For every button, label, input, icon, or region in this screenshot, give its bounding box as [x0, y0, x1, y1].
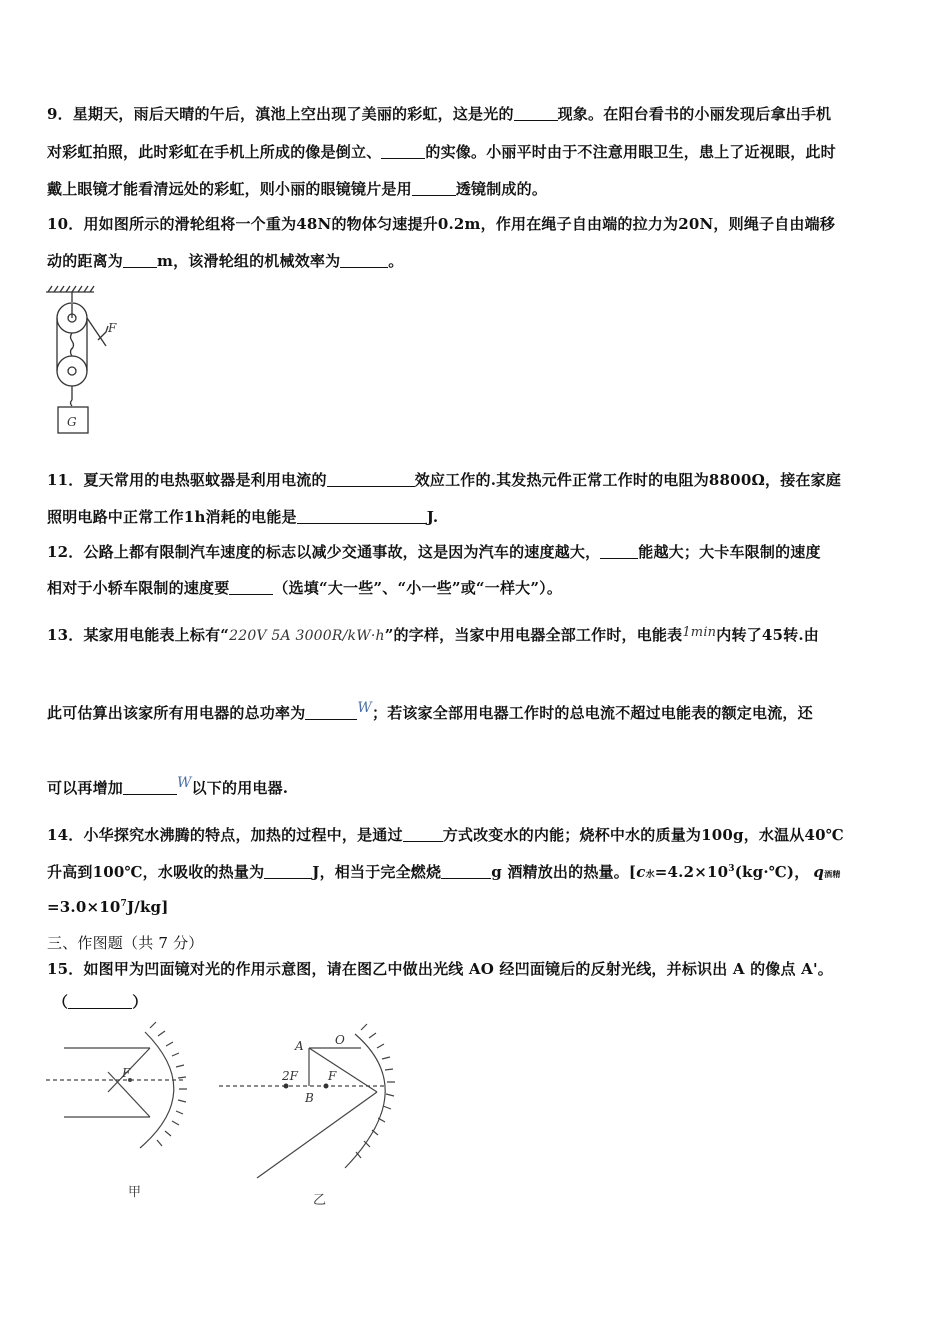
- q12-blank-2[interactable]: [229, 580, 273, 595]
- q14-text: 升高到100℃，水吸收的热量为: [47, 863, 265, 881]
- c-subscript: 水: [645, 870, 655, 880]
- q15-paren: ）: [132, 993, 148, 1011]
- q13-line-1: [47, 624, 819, 645]
- q14-text: 14．小华探究水沸腾的特点，加热的过程中，是通过: [47, 826, 403, 844]
- q10-line-1: [47, 213, 835, 234]
- q13-text: 此可估算出该家所有用电器的总功率为: [47, 704, 306, 722]
- concave-mirror: [140, 1032, 174, 1148]
- q9-text: 戴上眼镜才能看清远处的彩虹，则小丽的眼镜镜片是用: [47, 180, 412, 198]
- q11-line-2: [47, 506, 438, 527]
- q15-text: 15．如图甲为凹面镜对光的作用示意图，请在图乙中做出光线 AO 经凹面镜后的反射光线，并标识出 A 的像点 A'。: [47, 960, 833, 978]
- figure-yi: [215, 1020, 405, 1210]
- q13-quote: ”: [384, 626, 394, 644]
- figure-caption: 甲: [128, 1185, 142, 1200]
- point-2f: [284, 1084, 289, 1089]
- q11-text: 效应工作的.其发热元件正常工作时的电阻为8800Ω，接在家庭: [414, 471, 842, 489]
- q14-text: J/kg]: [126, 898, 169, 916]
- c-value: =4.2×10: [654, 863, 729, 881]
- q13-text: 的字样，当家中用电器全部工作时，电能表: [393, 626, 683, 644]
- q10-blank-2[interactable]: [340, 253, 388, 268]
- q13-text: 13．某家用电能表上标有: [47, 626, 221, 644]
- lower-ray: [257, 1092, 377, 1178]
- q13-text: 可以再增加: [47, 779, 124, 797]
- force-label: F: [108, 321, 117, 335]
- label-2f: 2F: [282, 1069, 298, 1083]
- q14-blank-1[interactable]: [403, 827, 443, 842]
- q12-text: （选填“大一些”、“小一些”或“一样大”）。: [273, 579, 563, 597]
- unit-watt: W: [357, 700, 372, 716]
- q9-text: 9．星期天，雨后天晴的午后，滇池上空出现了美丽的彩虹，这是光的: [47, 105, 514, 123]
- q14-text: 方式改变水的内能；烧杯中水的质量为100g，水温从40℃: [442, 826, 844, 844]
- q9-text: 透镜制成的。: [455, 180, 548, 198]
- q13-line-3: [47, 775, 288, 798]
- q10-blank-1[interactable]: [123, 253, 157, 268]
- hook-upper: [71, 333, 74, 349]
- q12-text: 相对于小轿车限制的速度要: [47, 579, 230, 597]
- q14-line-2: [47, 861, 841, 882]
- c-symbol: c: [636, 863, 646, 881]
- label-f: F: [328, 1069, 337, 1083]
- ceiling-hatch: [48, 286, 94, 292]
- label-o: O: [335, 1033, 345, 1047]
- q12-text: 12．公路上都有限制汽车速度的标志以减少交通事故，这是因为汽车的速度越大，: [47, 543, 601, 561]
- q13-text: 以下的用电器.: [191, 779, 289, 797]
- q14-blank-3[interactable]: [441, 864, 491, 879]
- q11-blank-1[interactable]: [327, 472, 415, 487]
- q9-line-2: [47, 141, 836, 162]
- label-b: B: [305, 1091, 314, 1105]
- section-title-text: 三、作图题（共 7 分）: [47, 934, 204, 952]
- q14-text: g 酒精放出的热量。[: [491, 863, 637, 881]
- q-exponent: 7: [120, 899, 127, 909]
- q13-line-2: [47, 700, 813, 723]
- q15-paren: （: [53, 993, 69, 1011]
- q10-text: 10．用如图所示的滑轮组将一个重为48N的物体匀速提升0.2m，作用在绳子自由端的拉力为20N，则绳子自由端移: [47, 215, 836, 233]
- q13-text: 内转了45转.由: [716, 626, 819, 644]
- q10-text: 动的距离为: [47, 252, 124, 270]
- q12-line-1: [47, 541, 821, 562]
- focus-label: F: [122, 1066, 131, 1080]
- section-title: [47, 932, 203, 953]
- mirror-hatch: [150, 1022, 187, 1146]
- q9-text: 对彩虹拍照，此时彩虹在手机上所成的像是倒立、: [47, 143, 382, 161]
- movable-pulley: [57, 356, 87, 386]
- q12-line-2: [47, 577, 562, 598]
- pulley-figure: [40, 280, 130, 442]
- q10-line-2: [47, 250, 404, 271]
- q14-line-3: [47, 898, 169, 916]
- q15-line-1: [47, 958, 833, 979]
- q11-line-1: [47, 469, 841, 490]
- weight-label: G: [67, 415, 77, 429]
- q14-blank-2[interactable]: [264, 864, 312, 879]
- c-exponent: 3: [728, 864, 735, 874]
- q11-text: 照明电路中正常工作1h消耗的电能是: [47, 508, 297, 526]
- q13-quote: “: [220, 626, 230, 644]
- q9-blank-2[interactable]: [381, 144, 425, 159]
- q13-text: ；若该家全部用电器工作时的总电流不超过电能表的额定电流，还: [372, 704, 813, 722]
- q9-line-1: [47, 103, 831, 124]
- q11-text: 11．夏天常用的电热驱蚊器是利用电流的: [47, 471, 327, 489]
- q12-text: 能越大；大卡车限制的速度: [638, 543, 821, 561]
- q11-blank-2[interactable]: [297, 509, 427, 524]
- point-f: [324, 1084, 329, 1089]
- q14-text: J，相当于完全燃烧: [312, 863, 442, 881]
- unit-watt: W: [177, 775, 192, 791]
- rope-free-end: [87, 318, 106, 346]
- q15-answer-line: [53, 991, 147, 1012]
- q9-blank-1[interactable]: [514, 106, 558, 121]
- q10-text: 。: [388, 252, 404, 270]
- q9-blank-3[interactable]: [412, 181, 456, 196]
- figure-caption: 乙: [313, 1193, 327, 1208]
- q15-answer-blank[interactable]: [68, 994, 132, 1009]
- q9-text: 现象。在阳台看书的小丽发现后拿出手机: [557, 105, 832, 123]
- q9-text: 的实像。小丽平时由于不注意用眼卫生，患上了近视眼，此时: [425, 143, 836, 161]
- q14-line-1: [47, 824, 844, 845]
- q13-blank-1[interactable]: [305, 705, 357, 720]
- q10-text: m，该滑轮组的机械效率为: [157, 252, 341, 270]
- c-unit: (kg·℃)，: [734, 863, 810, 881]
- q14-text: =3.0×10: [47, 898, 121, 916]
- q-subscript: 酒精: [824, 869, 841, 879]
- q13-blank-2[interactable]: [123, 780, 177, 795]
- q-symbol: q: [813, 863, 825, 881]
- time-value: 1min: [682, 625, 717, 640]
- figure-jia: [40, 1020, 210, 1210]
- label-a: A: [295, 1039, 304, 1053]
- meter-spec: 220V 5A 3000R/kW·h: [229, 628, 385, 644]
- q12-blank-1[interactable]: [600, 544, 638, 559]
- q9-line-3: [47, 178, 547, 199]
- force-arrow: [98, 326, 108, 340]
- q11-text: J.: [426, 508, 439, 526]
